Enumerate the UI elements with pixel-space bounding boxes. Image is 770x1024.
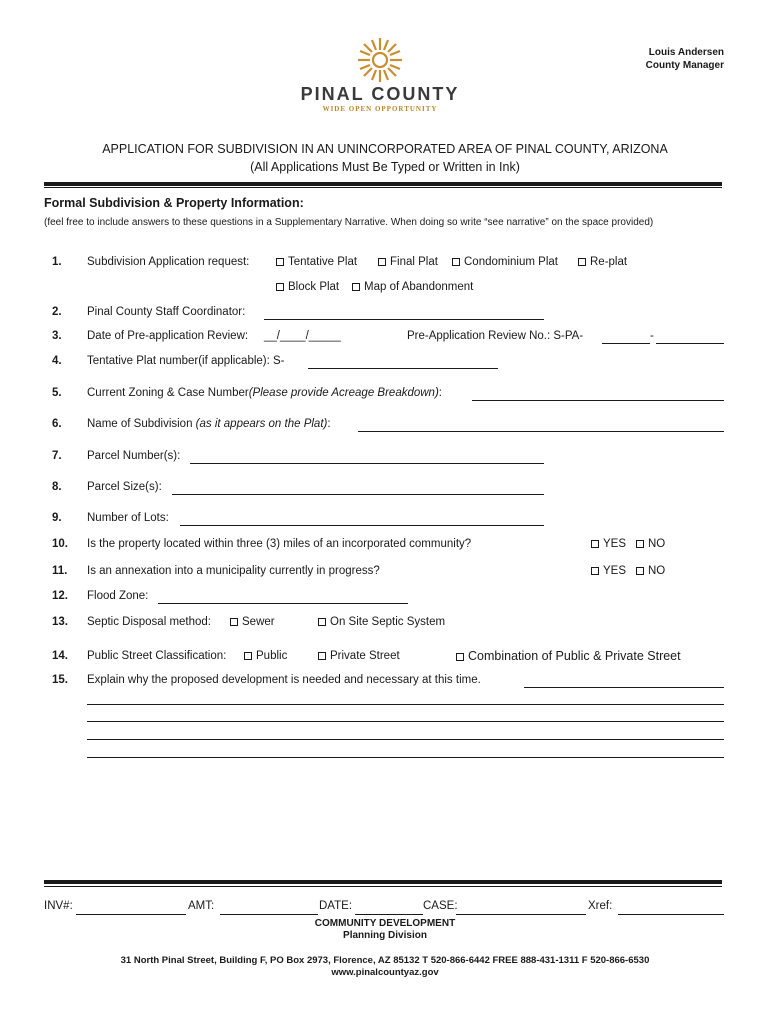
- address-line: 31 North Pinal Street, Building F, PO Box 2973, Florence, AZ 85132 T 520-866-6442 FREE 888-431-1311 F 520-866-6530: [120, 955, 650, 966]
- checkbox-icon[interactable]: [352, 283, 360, 291]
- explanation-field-line-4[interactable]: [87, 739, 724, 740]
- item-number-11: 11.: [52, 565, 68, 577]
- q11-yes-option[interactable]: YES: [591, 565, 626, 577]
- on-site-septic-option[interactable]: On Site Septic System: [318, 616, 445, 628]
- logo-tagline: WIDE OPEN OPPORTUNITY: [322, 105, 438, 113]
- staff-coordinator-field[interactable]: [264, 319, 544, 320]
- q1-label: Subdivision Application request:: [87, 256, 250, 268]
- checkbox-icon[interactable]: [318, 652, 326, 660]
- q6-label: Name of Subdivision (as it appears on the Plat):: [87, 418, 331, 430]
- checkbox-icon[interactable]: [591, 567, 599, 575]
- q8-label: Parcel Size(s):: [87, 481, 162, 493]
- department-name: COMMUNITY DEVELOPMENT: [314, 918, 456, 929]
- inv-field[interactable]: [76, 914, 186, 915]
- item-number-15: 15.: [52, 674, 68, 686]
- item-number-6: 6.: [52, 418, 62, 430]
- review-number-field-a[interactable]: [602, 343, 650, 344]
- title-line-1: APPLICATION FOR SUBDIVISION IN AN UNINCORPORATED AREA OF PINAL COUNTY, ARIZONA: [102, 142, 668, 156]
- checkbox-icon[interactable]: [378, 258, 386, 266]
- checkbox-icon[interactable]: [244, 652, 252, 660]
- item-number-1: 1.: [52, 256, 62, 268]
- q12-label: Flood Zone:: [87, 590, 149, 602]
- checkbox-icon[interactable]: [578, 258, 586, 266]
- section-note: (feel free to include answers to these questions in a Supplementary Narrative. When doing so write “see narrative” on the space provided): [44, 217, 654, 228]
- tentative-plat-option[interactable]: Tentative Plat: [276, 256, 357, 268]
- item-number-10: 10.: [52, 538, 68, 550]
- number-of-lots-field[interactable]: [180, 525, 544, 526]
- q10-yes-option[interactable]: YES: [591, 538, 626, 550]
- public-street-option[interactable]: Public: [244, 650, 287, 662]
- q3-review-number-label: Pre-Application Review No.: S-PA-: [407, 330, 584, 342]
- amt-label: AMT:: [188, 900, 215, 912]
- subdivision-name-field[interactable]: [358, 431, 724, 432]
- manager-block: [646, 46, 724, 72]
- xref-label: Xref:: [588, 900, 613, 912]
- review-number-field-b[interactable]: [656, 343, 724, 344]
- q2-label: Pinal County Staff Coordinator:: [87, 306, 246, 318]
- q7-label: Parcel Number(s):: [87, 450, 181, 462]
- division-name: Planning Division: [343, 930, 427, 941]
- title-line-2: (All Applications Must Be Typed or Written in Ink): [250, 160, 520, 174]
- top-rule-thin: [44, 187, 722, 188]
- case-label: CASE:: [423, 900, 458, 912]
- flood-zone-field[interactable]: [158, 603, 408, 604]
- county-logo: [290, 36, 470, 113]
- website-link[interactable]: www.pinalcountyaz.gov: [331, 967, 439, 978]
- map-of-abandonment-option[interactable]: Map of Abandonment: [352, 281, 473, 293]
- item-number-2: 2.: [52, 306, 62, 318]
- private-street-option[interactable]: Private Street: [318, 650, 400, 662]
- department-block: [0, 918, 770, 942]
- item-number-12: 12.: [52, 590, 68, 602]
- explanation-field-line-3[interactable]: [87, 721, 724, 722]
- re-plat-option[interactable]: Re-plat: [578, 256, 627, 268]
- q3-label: Date of Pre-application Review:: [87, 330, 249, 342]
- inv-label: INV#:: [44, 900, 73, 912]
- item-number-8: 8.: [52, 481, 62, 493]
- review-number-dash: -: [650, 330, 654, 342]
- sun-logo-icon: [355, 36, 405, 84]
- q10-no-option[interactable]: NO: [636, 538, 665, 550]
- q5-label: Current Zoning & Case Number(Please provide Acreage Breakdown):: [87, 387, 442, 399]
- explanation-field-line-1[interactable]: [524, 687, 724, 688]
- case-field[interactable]: [456, 914, 586, 915]
- condominium-plat-option[interactable]: Condominium Plat: [452, 256, 558, 268]
- checkbox-icon[interactable]: [456, 653, 464, 661]
- item-number-3: 3.: [52, 330, 62, 342]
- date-label: DATE:: [319, 900, 353, 912]
- manager-title: County Manager: [645, 60, 724, 71]
- item-number-13: 13.: [52, 616, 68, 628]
- bottom-rule: [44, 880, 722, 884]
- date-field[interactable]: [355, 914, 423, 915]
- logo-name: PINAL COUNTY: [300, 84, 460, 104]
- combination-street-option[interactable]: Combination of Public & Private Street: [456, 649, 681, 663]
- q13-label: Septic Disposal method:: [87, 616, 212, 628]
- checkbox-icon[interactable]: [636, 567, 644, 575]
- q10-label: Is the property located within three (3) miles of an incorporated community?: [87, 538, 472, 550]
- item-number-9: 9.: [52, 512, 62, 524]
- pre-application-date-field[interactable]: __/____/_____: [264, 330, 341, 342]
- checkbox-icon[interactable]: [230, 618, 238, 626]
- checkbox-icon[interactable]: [276, 258, 284, 266]
- item-number-7: 7.: [52, 450, 62, 462]
- checkbox-icon[interactable]: [591, 540, 599, 548]
- explanation-field-line-2[interactable]: [87, 704, 724, 705]
- xref-field[interactable]: [618, 914, 724, 915]
- amt-field[interactable]: [220, 914, 318, 915]
- item-number-14: 14.: [52, 650, 68, 662]
- address-block: [0, 955, 770, 979]
- explanation-field-line-5[interactable]: [87, 757, 724, 758]
- checkbox-icon[interactable]: [318, 618, 326, 626]
- q11-label: Is an annexation into a municipality currently in progress?: [87, 565, 380, 577]
- checkbox-icon[interactable]: [276, 283, 284, 291]
- current-zoning-field[interactable]: [472, 400, 724, 401]
- q14-label: Public Street Classification:: [87, 650, 227, 662]
- form-title: [0, 140, 770, 176]
- q15-label: Explain why the proposed development is needed and necessary at this time.: [87, 674, 481, 686]
- top-rule: [44, 182, 722, 186]
- parcel-sizes-field[interactable]: [172, 494, 544, 495]
- final-plat-option[interactable]: Final Plat: [378, 256, 438, 268]
- q4-label: Tentative Plat number(if applicable): S-: [87, 355, 285, 367]
- block-plat-option[interactable]: Block Plat: [276, 281, 339, 293]
- item-number-5: 5.: [52, 387, 62, 399]
- bottom-rule-thin: [44, 886, 722, 887]
- q11-no-option[interactable]: NO: [636, 565, 665, 577]
- section-heading: Formal Subdivision & Property Information:: [44, 196, 304, 210]
- item-number-4: 4.: [52, 355, 62, 367]
- parcel-numbers-field[interactable]: [190, 463, 544, 464]
- sewer-option[interactable]: Sewer: [230, 616, 275, 628]
- checkbox-icon[interactable]: [636, 540, 644, 548]
- manager-name: Louis Andersen: [648, 47, 724, 58]
- q9-label: Number of Lots:: [87, 512, 169, 524]
- tentative-plat-number-field[interactable]: [308, 368, 498, 369]
- checkbox-icon[interactable]: [452, 258, 460, 266]
